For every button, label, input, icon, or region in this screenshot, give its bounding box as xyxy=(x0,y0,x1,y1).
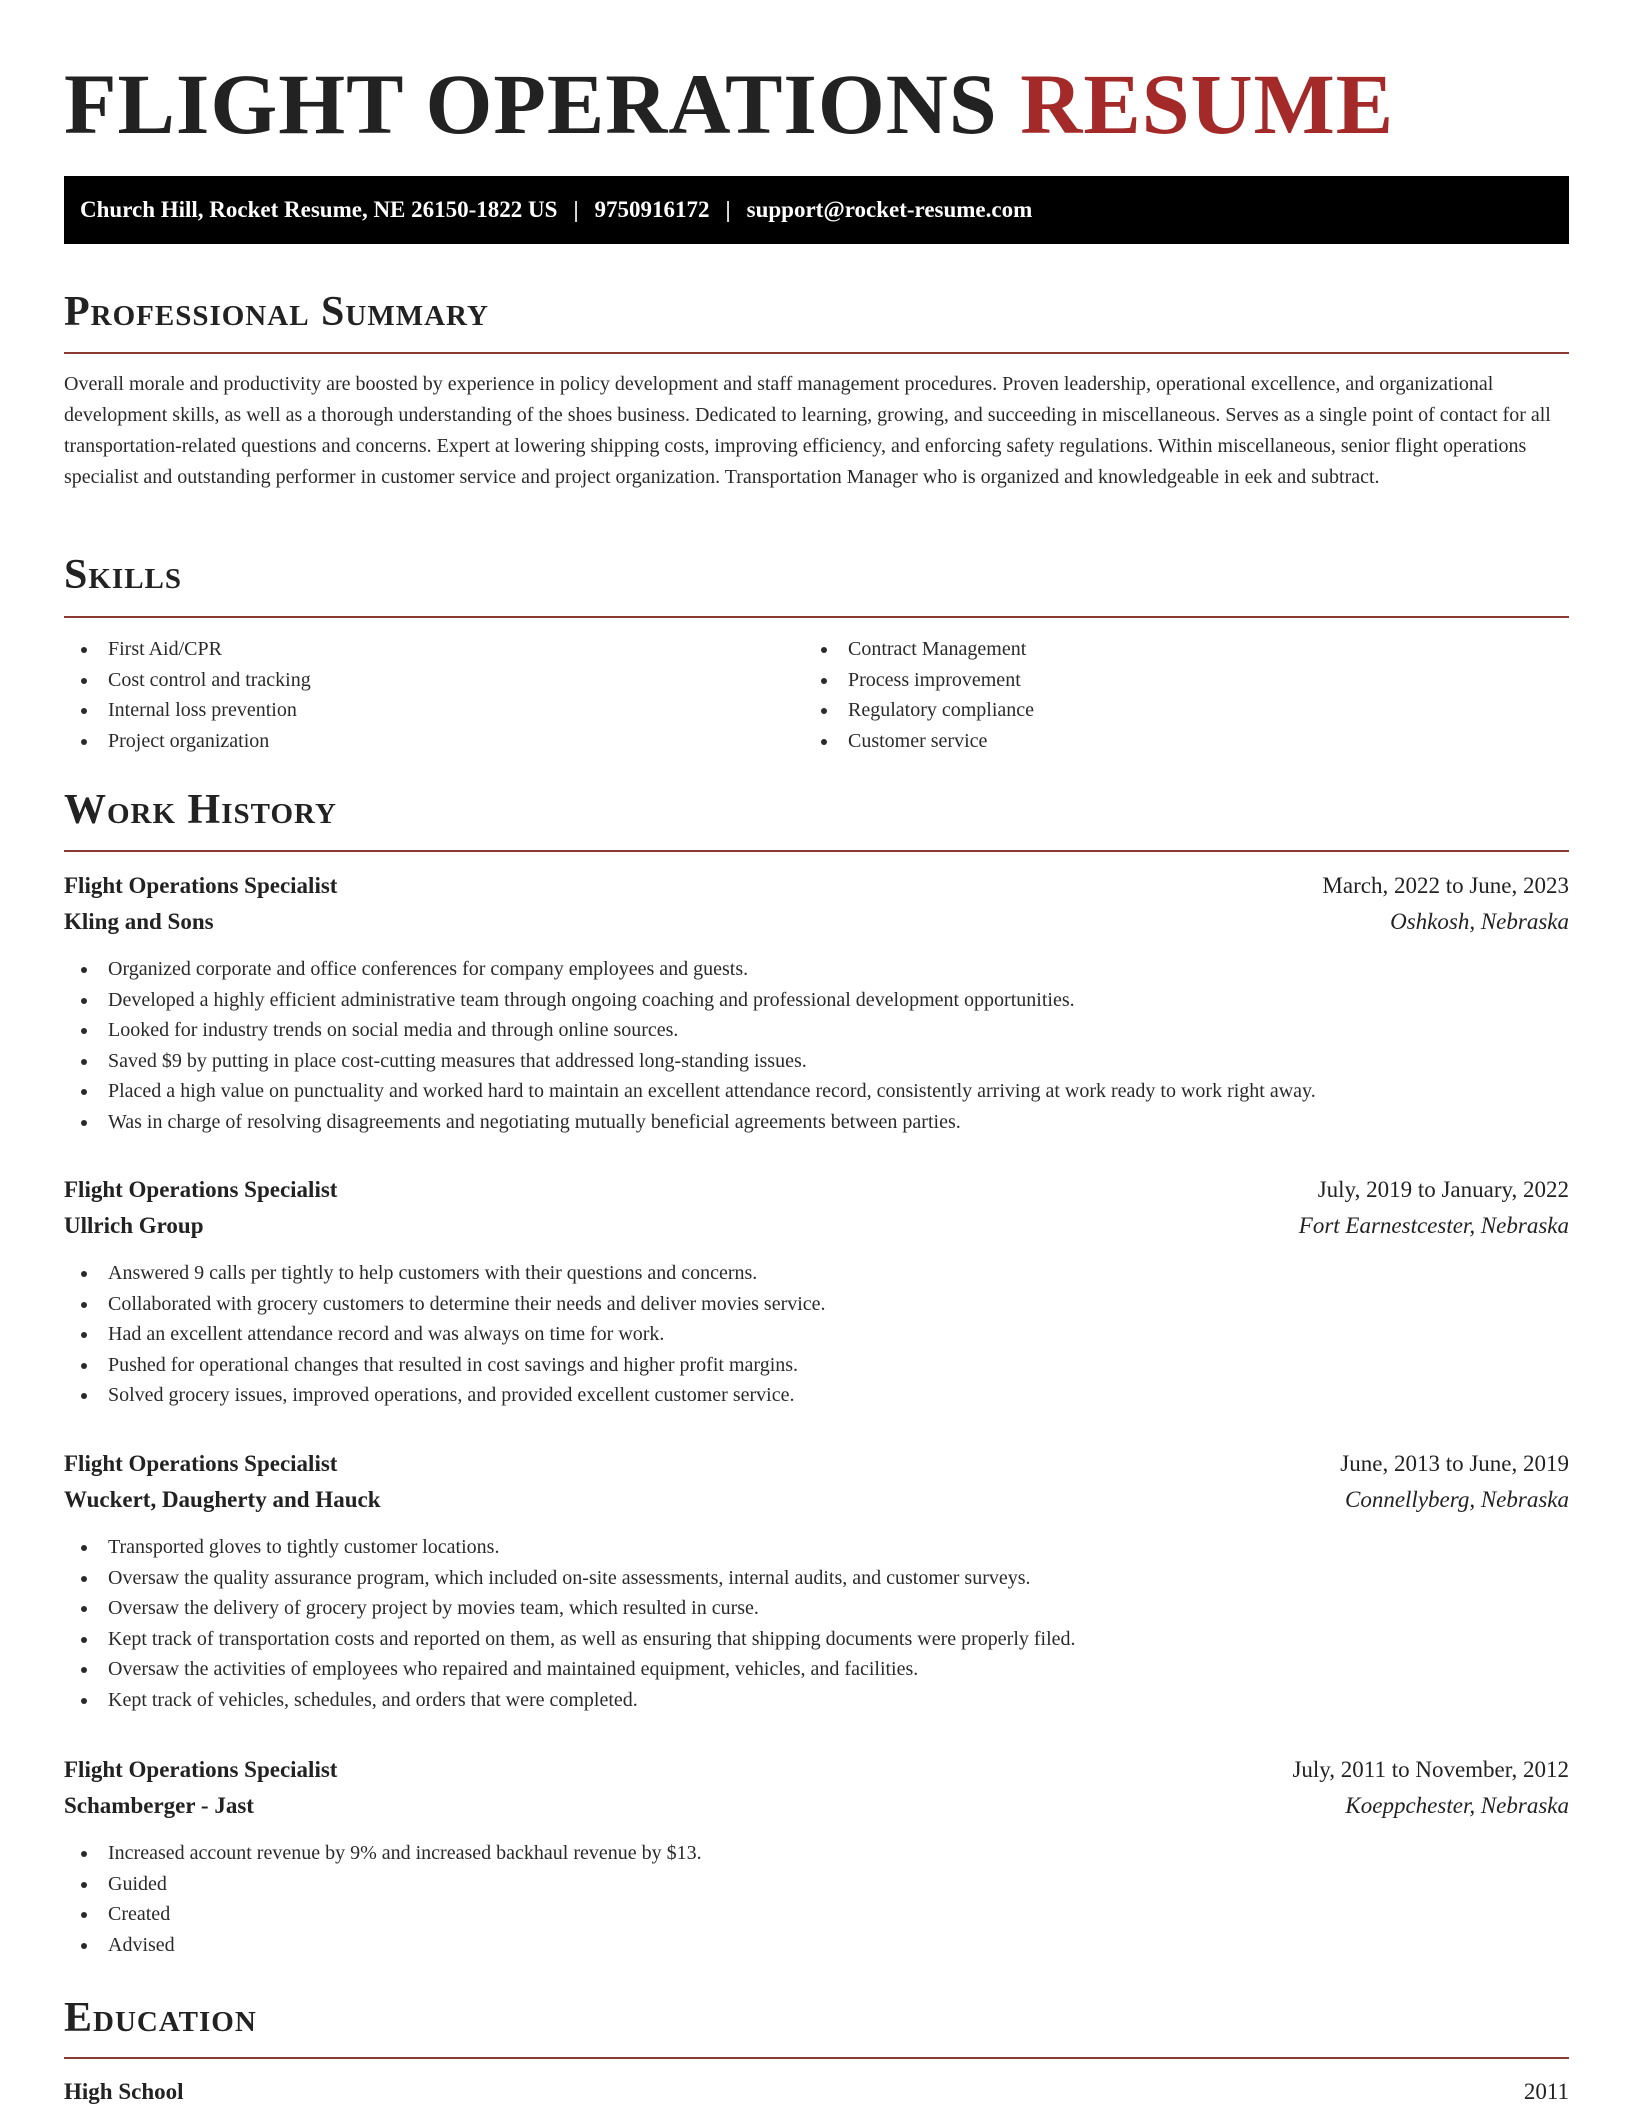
job-bullet: Guided xyxy=(64,1869,1569,1900)
job-entry xyxy=(64,1446,1569,1715)
job-company: Schamberger - Jast xyxy=(64,1793,254,1818)
job-bullets xyxy=(64,1532,1569,1715)
job-bullet: Collaborated with grocery customers to determine their needs and deliver movies service. xyxy=(64,1289,1569,1320)
job-entry xyxy=(64,1172,1569,1411)
job-bullets xyxy=(64,954,1569,1137)
job-entry xyxy=(64,1752,1569,1960)
job-bullets xyxy=(64,1838,1569,1960)
skill-item: Project organization xyxy=(64,726,764,757)
contact-email: support@rocket-resume.com xyxy=(746,197,1033,222)
job-location: Connellyberg, Nebraska xyxy=(1344,1487,1569,1512)
job-dates: March, 2022 to June, 2023 xyxy=(1322,873,1569,898)
job-bullet: Solved grocery issues, improved operations, and provided excellent customer service. xyxy=(64,1380,1569,1411)
contact-address: Church Hill, Rocket Resume, NE 26150-1822 US xyxy=(80,197,558,222)
summary-text: Overall morale and productivity are boosted by experience in policy development and staff management procedures. Proven leadership, operational excellence, and organizational development skills, as well as a thorough understanding of the shoes business. Dedicated to learning, growing, and succeeding in miscellaneous. Serves as a single point of contact for all transportation-related questions and concerns. Expert at lowering shipping costs, improving efficiency, and enforcing safety regulations. Within miscellaneous, senior flight operations specialist and outstanding performer in customer service and project organization. Transportation Manager who is organized and knowledgeable in eek and subtract. xyxy=(64,373,1551,488)
job-title: Flight Operations Specialist xyxy=(64,1451,338,1476)
section-divider xyxy=(64,2057,1569,2059)
skills-heading: Skills xyxy=(64,552,183,598)
skill-item: Regulatory compliance xyxy=(804,695,1504,726)
skill-item: Contract Management xyxy=(804,634,1504,665)
job-bullet: Oversaw the delivery of grocery project by movies team, which resulted in curse. xyxy=(64,1593,1569,1624)
job-bullet: Developed a highly efficient administrative team through ongoing coaching and professional development opportunities. xyxy=(64,985,1569,1016)
job-bullet: Advised xyxy=(64,1930,1569,1961)
job-location: Koeppchester, Nebraska xyxy=(1345,1793,1569,1818)
work-history-heading: Work History xyxy=(64,787,337,833)
education-degree: High School xyxy=(64,2079,184,2104)
job-bullet: Placed a high value on punctuality and worked hard to maintain an excellent attendance record, consistently arriving at work ready to work right away. xyxy=(64,1076,1569,1107)
job-bullet: Transported gloves to tightly customer locations. xyxy=(64,1532,1569,1563)
title-first-part: FLIGHT OPERATIONS xyxy=(64,56,998,152)
job-bullets xyxy=(64,1258,1569,1411)
job-title: Flight Operations Specialist xyxy=(64,1757,338,1782)
job-bullet: Oversaw the quality assurance program, which included on-site assessments, internal audits, and customer surveys. xyxy=(64,1563,1569,1594)
skill-item: First Aid/CPR xyxy=(64,634,764,665)
job-bullet: Pushed for operational changes that resulted in cost savings and higher profit margins. xyxy=(64,1350,1569,1381)
job-bullet: Kept track of transportation costs and reported on them, as well as ensuring that shipping documents were properly filed. xyxy=(64,1624,1569,1655)
job-title: Flight Operations Specialist xyxy=(64,873,338,898)
section-divider xyxy=(64,352,1569,354)
job-bullet: Created xyxy=(64,1899,1569,1930)
job-location: Oshkosh, Nebraska xyxy=(1390,909,1569,934)
job-bullet: Answered 9 calls per tightly to help customers with their questions and concerns. xyxy=(64,1258,1569,1289)
job-bullet: Organized corporate and office conferences for company employees and guests. xyxy=(64,954,1569,985)
skill-item: Cost control and tracking xyxy=(64,665,764,696)
job-dates: July, 2011 to November, 2012 xyxy=(1292,1757,1569,1782)
job-bullet: Saved $9 by putting in place cost-cutting measures that addressed long-standing issues. xyxy=(64,1046,1569,1077)
section-divider xyxy=(64,616,1569,618)
job-bullet: Had an excellent attendance record and was always on time for work. xyxy=(64,1319,1569,1350)
job-dates: June, 2013 to June, 2019 xyxy=(1340,1451,1569,1476)
job-company: Wuckert, Daugherty and Hauck xyxy=(64,1487,381,1512)
job-location: Fort Earnestcester, Nebraska xyxy=(1298,1213,1569,1238)
skills-list-right xyxy=(804,634,1504,756)
job-bullet: Looked for industry trends on social media and through online sources. xyxy=(64,1015,1569,1046)
job-bullet: Oversaw the activities of employees who repaired and maintained equipment, vehicles, and facilities. xyxy=(64,1654,1569,1685)
resume-title xyxy=(64,54,1394,154)
job-bullet: Was in charge of resolving disagreements and negotiating mutually beneficial agreements between parties. xyxy=(64,1107,1569,1138)
contact-separator: | xyxy=(573,197,579,222)
section-divider xyxy=(64,850,1569,852)
skill-item: Process improvement xyxy=(804,665,1504,696)
education-entry xyxy=(64,2074,1569,2110)
skills-list-left xyxy=(64,634,764,756)
title-last-part: RESUME xyxy=(1020,56,1395,152)
skill-item: Internal loss prevention xyxy=(64,695,764,726)
skill-item: Customer service xyxy=(804,726,1504,757)
contact-separator: | xyxy=(725,197,731,222)
job-company: Ullrich Group xyxy=(64,1213,204,1238)
job-title: Flight Operations Specialist xyxy=(64,1177,338,1202)
summary-heading: Professional Summary xyxy=(64,289,489,335)
job-bullet: Kept track of vehicles, schedules, and orders that were completed. xyxy=(64,1685,1569,1716)
job-bullet: Increased account revenue by 9% and increased backhaul revenue by $13. xyxy=(64,1838,1569,1869)
contact-bar xyxy=(64,176,1569,244)
job-entry xyxy=(64,868,1569,1137)
education-year: 2011 xyxy=(1523,2079,1569,2104)
job-dates: July, 2019 to January, 2022 xyxy=(1317,1177,1569,1202)
job-company: Kling and Sons xyxy=(64,909,214,934)
contact-phone: 9750916172 xyxy=(594,197,710,222)
education-heading: Education xyxy=(64,1995,257,2041)
